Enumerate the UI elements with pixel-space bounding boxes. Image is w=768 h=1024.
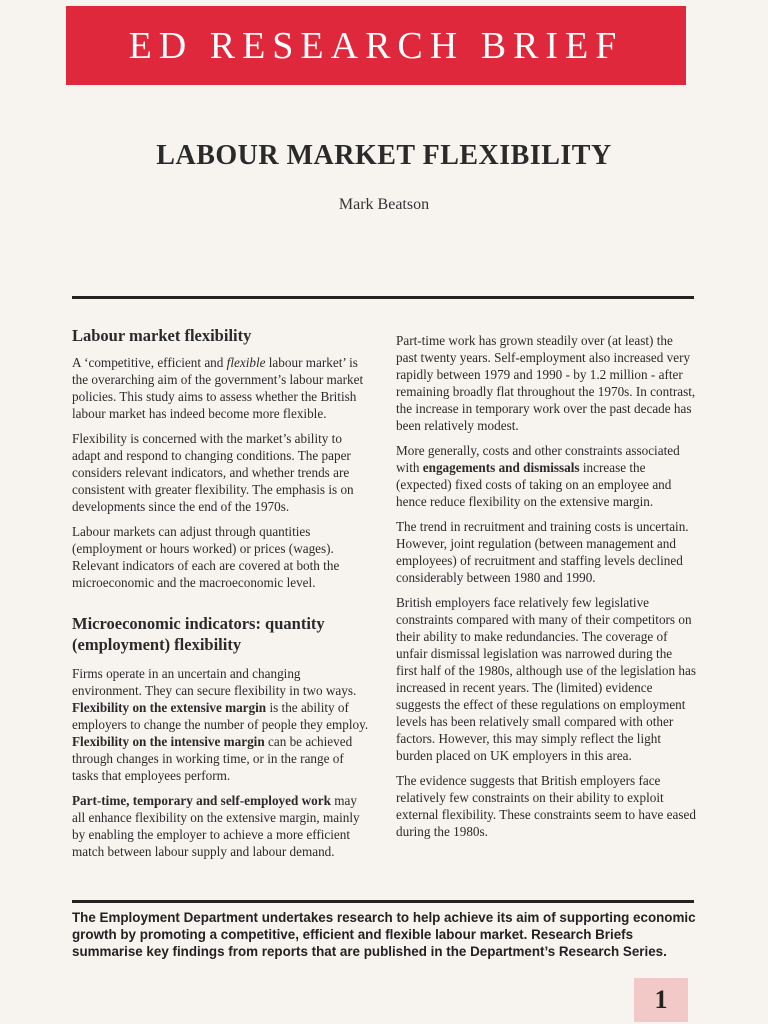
bold-term: Part-time, temporary and self-employed work — [72, 793, 331, 808]
author-name: Mark Beatson — [338, 196, 430, 213]
text-run: Firms operate in an uncertain and changing environment. They can secure flexibility in two ways. — [72, 666, 357, 698]
text-run: increase the (expected) fixed costs of taking on an employee and hence reduce flexibility on the extensive margin. — [396, 460, 672, 509]
paragraph-intro — [72, 354, 370, 422]
text-run: labour market’ is the overarching aim of the government’s labour market policies. This study aims to assess whether the British labour market has indeed become more flexible. — [72, 355, 364, 421]
text-run: may all enhance flexibility on the extensive margin, mainly by enabling the employer to achieve a more efficient match between labour supply and labour demand. — [72, 793, 360, 859]
section-heading-labour-market-flexibility: Labour market flexibility — [72, 326, 252, 345]
text-run: is the ability of employers to change the number of people they employ. — [72, 700, 369, 732]
banner-title: ED RESEARCH BRIEF — [128, 24, 624, 67]
text-run: A ‘competitive, efficient and — [72, 355, 227, 370]
text-run: can be achieved through changes in working time, or in the range of tasks that employees perform. — [72, 734, 353, 783]
footer-note: The Employment Department undertakes research to help achieve its aim of supporting economic growth by promoting a competitive, efficient and flexible labour market. Research Briefs summarise key findings from reports that are published in the Department’s Research Series. — [72, 910, 696, 959]
page-number-box — [634, 978, 688, 1022]
paragraph-legislation: British employers face relatively few legislative constraints compared with many of their competitors on their ability to make redundancies. The coverage of unfair dismissal legislation was narrowed during the first half of the 1980s, although use of the legislation has increased in recent years. The (limited) evidence suggests the effect of these regulations on employment levels has been relatively small compared with other factors. However, this may simply reflect the light burden placed on UK employers in this area. — [396, 595, 696, 763]
paragraph-recruitment: The trend in recruitment and training costs is uncertain. However, joint regulation (between management and employees) of recruitment and staffing levels declined considerably between 1980 and 1990. — [396, 519, 689, 585]
paragraph-part-time — [72, 792, 370, 860]
bottom-divider — [72, 900, 694, 903]
left-column — [72, 325, 370, 868]
header-banner — [66, 6, 686, 85]
paragraph-engagements — [396, 442, 696, 510]
top-divider — [72, 296, 694, 299]
bold-term: engagements and dismissals — [422, 460, 580, 475]
section-heading-microeconomic-indicators: Microeconomic indicators: quantity (employment) flexibility — [72, 614, 325, 654]
paragraph-evidence: The evidence suggests that British employers face relatively few constraints on their ability to exploit external flexibility. These constraints seem to have eased during the 1980s. — [396, 773, 696, 839]
page-number: 1 — [654, 985, 668, 1014]
right-column — [396, 332, 696, 848]
paragraph-firms — [72, 665, 370, 784]
emphasis-text: flexible — [226, 355, 266, 370]
paragraph-adjust: Labour markets can adjust through quantities (employment or hours worked) or prices (wages). Relevant indicators of each are covered at both the microeconomic and the macroeconomic level. — [72, 524, 340, 590]
document-title: LABOUR MARKET FLEXIBILITY — [156, 140, 612, 171]
paragraph-flexibility-definition: Flexibility is concerned with the market’s ability to adapt and respond to changing conditions. The paper considers relevant indicators, and whether trends are consistent with greater flexibility. The emphasis is on developments since the end of the 1970s. — [72, 431, 354, 514]
bold-term: Flexibility on the intensive margin — [72, 734, 265, 749]
bold-term: Flexibility on the extensive margin — [72, 700, 267, 715]
text-run: More generally, costs and other constraints associated with — [396, 443, 680, 475]
paragraph-part-time-growth: Part-time work has grown steadily over (at least) the past twenty years. Self-employment also increased very rapidly between 1979 and 1990 - by 1.2 million - after remaining broadly flat throughout the 1970s. In contrast, the increase in temporary work over the past decade has been relatively modest. — [396, 333, 696, 433]
